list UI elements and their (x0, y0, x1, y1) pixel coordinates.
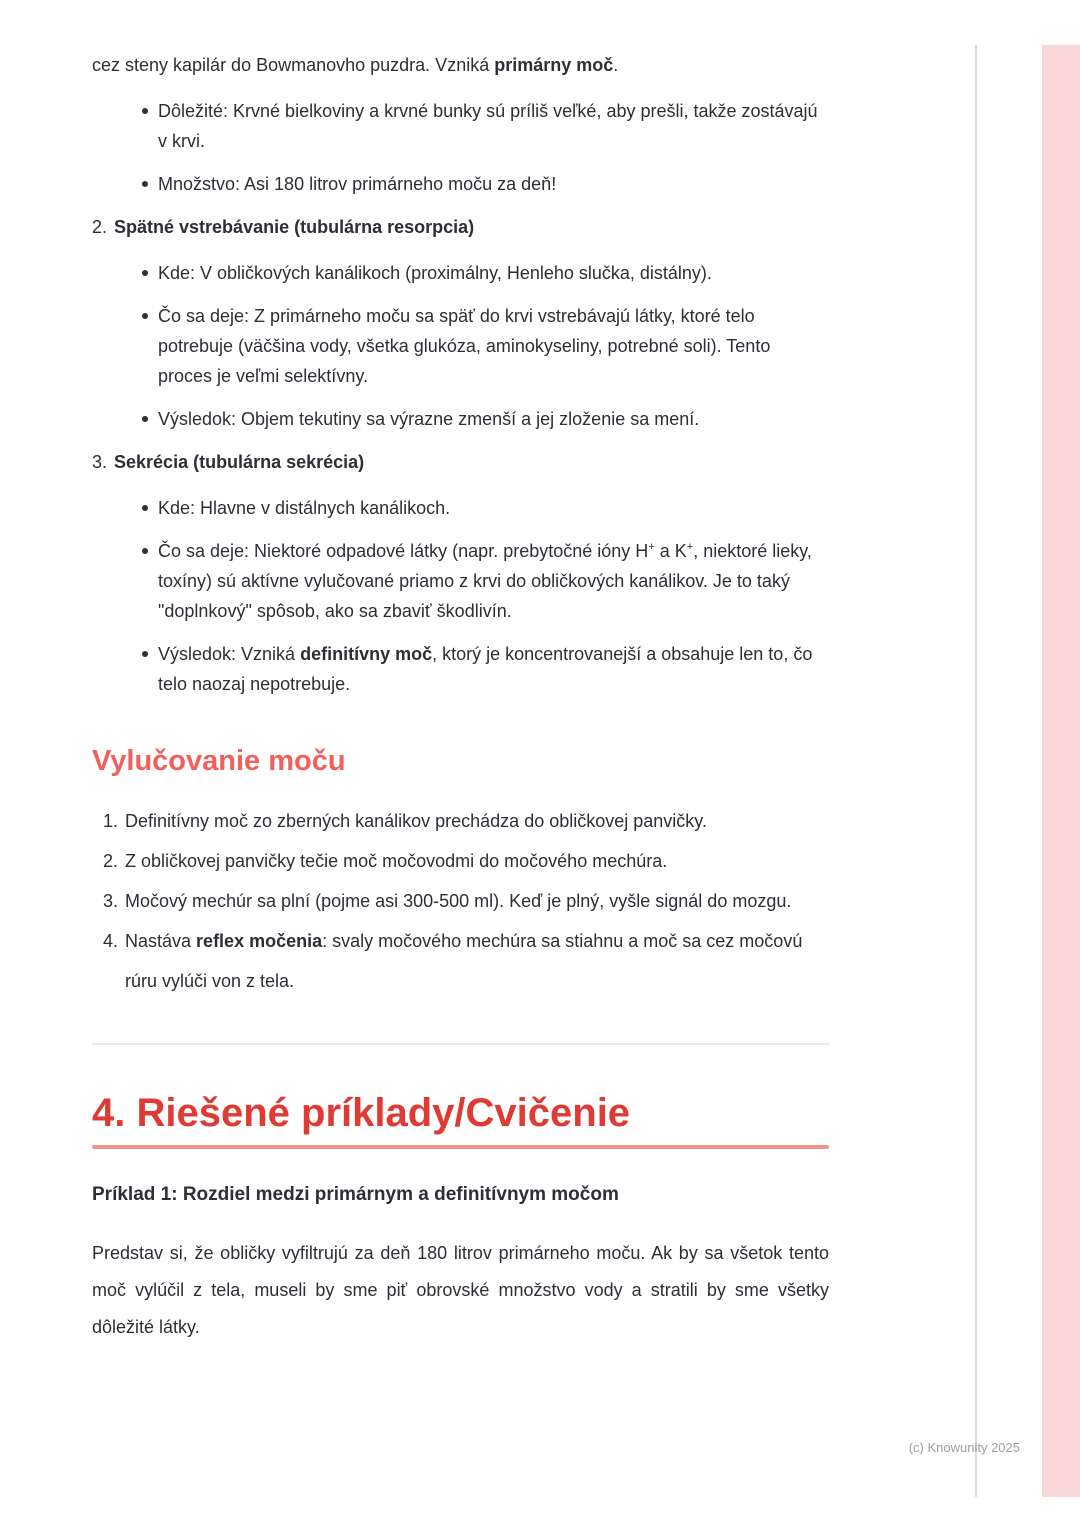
item-text (125, 921, 829, 1001)
section-title: Sekrécia (tubulárna sekrécia) (114, 452, 365, 472)
item-number: 1. (103, 811, 119, 831)
example-paragraph: Predstav si, že obličky vyfiltrujú za deň 180 litrov primárneho moču. Ak by sa všetok tento moč vylúčil z tela, museli by sme piť obrovské množstvo vody a stratili by sme všetky dôležité látky. (92, 1243, 829, 1337)
exercises-heading: 4. Riešené príklady/Cvičenie (92, 1091, 631, 1135)
text-run: Nastáva (125, 931, 197, 951)
bullet-item (137, 639, 829, 699)
text-run: , ktorý je koncentrovanejší a obsahuje len to, čo telo naozaj nepotrebuje. (158, 644, 813, 694)
page-edge-line (975, 45, 977, 1497)
text-run: Čo sa deje: Niektoré odpadové látky (napr. prebytočné ióny H (158, 541, 649, 561)
item-text: Z obličkovej panvičky tečie moč močovodmi do močového mechúra. (125, 851, 668, 871)
superscript-plus: + (648, 541, 655, 553)
bold-term: Príklad 1: Rozdiel medzi primárnym a definitívnym močom (92, 1184, 619, 1205)
numbered-item (103, 921, 829, 1001)
item-number: 3. (103, 891, 119, 911)
resorption-bullet-list (137, 258, 829, 434)
bullet-item: Kde: Hlavne v distálnych kanálikoch. (137, 493, 829, 523)
continuation-paragraph (92, 50, 829, 80)
item-text: Definitívny moč zo zberných kanálikov prechádza do obličkovej panvičky. (125, 811, 707, 831)
numbered-item (103, 801, 829, 841)
excretion-heading: Vylučovanie moču (92, 745, 346, 777)
item-text: Močový mechúr sa plní (pojme asi 300-500 ml). Keď je plný, vyšle signál do mozgu. (125, 891, 792, 911)
heading-underline (92, 1145, 829, 1149)
note-content (92, 50, 829, 1346)
filtration-bullet-list (137, 96, 829, 199)
bold-term: primárny moč (494, 55, 614, 75)
item-number: 4. (103, 931, 119, 951)
text-run: : svaly močového mechúra sa stiahnu a moč sa cez močovú rúru vylúči von z tela. (125, 931, 803, 991)
bullet-item: Čo sa deje: Z primárneho moču sa späť do krvi vstrebávajú látky, ktoré telo potrebuje (väčšina vody, všetka glukóza, aminokyseliny, potrebné soli). Tento proces je veľmi selektívny. (137, 301, 829, 391)
item-number: 2. (103, 851, 119, 871)
bullet-item: Množstvo: Asi 180 litrov primárneho moču za deň! (137, 169, 829, 199)
section-number: 2. (92, 217, 108, 237)
bullet-item: Kde: V obličkových kanálikoch (proximálny, Henleho slučka, distálny). (137, 258, 829, 288)
section-number: 3. (92, 452, 108, 472)
example-title (92, 1181, 829, 1209)
watermark: (c) Knowunity 2025 (908, 1440, 1020, 1455)
numbered-item (103, 881, 829, 921)
text-run: Výsledok: Vzniká (158, 644, 301, 664)
section-title: Spätné vstrebávanie (tubulárna resorpcia) (114, 217, 475, 237)
bullet-item (137, 536, 829, 626)
superscript-plus: + (686, 541, 694, 553)
numbered-item (103, 841, 829, 881)
section-resorption-heading (92, 212, 829, 242)
excretion-numbered-list (103, 801, 829, 1001)
decorative-side-bar (1042, 45, 1080, 1497)
bullet-item: Výsledok: Objem tekutiny sa výrazne zmenší a jej zloženie sa mení. (137, 404, 829, 434)
section-secretion-heading (92, 447, 829, 477)
secretion-bullet-list (137, 493, 829, 699)
text-run: . (613, 55, 619, 75)
bullet-item: Dôležité: Krvné bielkoviny a krvné bunky sú príliš veľké, aby prešli, takže zostávajú v krvi. (137, 96, 829, 156)
bold-term: reflex močenia (196, 931, 323, 951)
section-divider (92, 1043, 829, 1045)
text-run: cez steny kapilár do Bowmanovho puzdra. Vzniká (92, 55, 495, 75)
text-run: , niektoré lieky, toxíny) sú aktívne vylučované priamo z krvi do obličkových kanálikov. Je to taký "doplnkový" spôsob, ako sa zbaviť škodlivín. (158, 541, 812, 621)
text-run: a K (654, 541, 687, 561)
bold-term: definitívny moč (300, 644, 433, 664)
